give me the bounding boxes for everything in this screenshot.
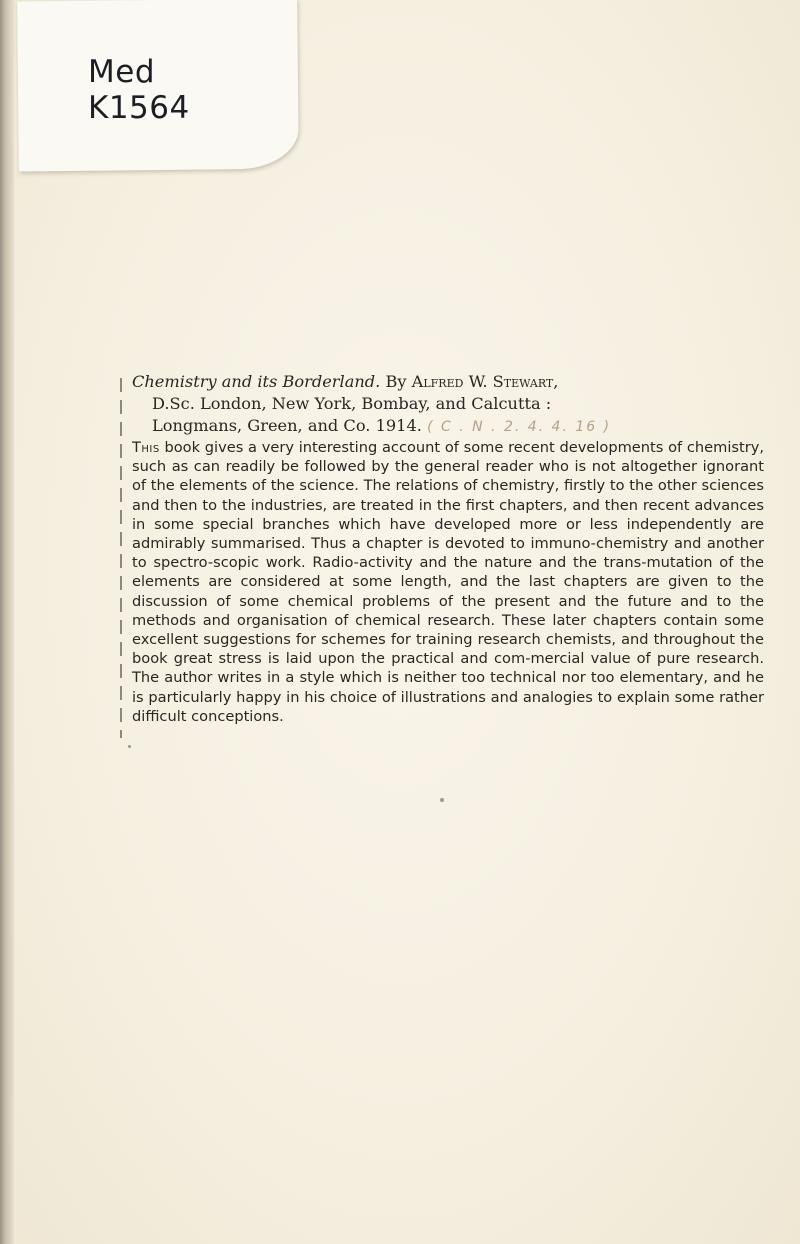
- shelfmark: [88, 54, 190, 126]
- author-degree: D.Sc.: [152, 394, 195, 413]
- book-spine-edge: [0, 0, 14, 1244]
- publisher-line: Longmans, Green, and Co. 1914.: [152, 416, 422, 435]
- book-title: Chemistry and its Borderland.: [132, 372, 381, 391]
- review-lead-word: This: [132, 439, 160, 456]
- shelfmark-line-2: K1564: [88, 90, 190, 126]
- publisher-places: London, New York, Bombay, and Calcutta :: [200, 394, 552, 413]
- book-author: Alfred W. Stewart,: [411, 372, 559, 391]
- review-body-text: book gives a very interesting account of some recent developments of chemistry, such as can readily be followed by the general reader who is not altogether ignorant of the elements of the science. The relations of chemistry, firstly to the other sciences and then to the industries, are treated in the first chapters, and then recent advances in some special branches which have developed more or less independently are admirably summarised. Thus a chapter is devoted to immuno-chemistry and another to spectro-scopic work. Radio-activity and the nature and the trans-mutation of the elements are considered at some length, and the last chapters are given to the discussion of some chemical problems of the present and the future and to the methods and organisation of chemical research. These later chapters contain some excellent suggestions for schemes for training research chemists, and throughout the book great stress is laid upon the practical and com-mercial value of pure research. The author writes in a style which is neither too technical nor too elementary, and he is particularly happy in his choice of illustrations and analogies to explain some rather difficult conceptions.: [132, 439, 765, 725]
- review-citation: [132, 371, 764, 438]
- book-review: [132, 371, 764, 726]
- paper-speck: [128, 745, 131, 748]
- paper-speck: [440, 798, 444, 802]
- pencil-annotation: ( C . N . 2. 4. 4. 16 ): [427, 419, 612, 435]
- margin-rule: [120, 378, 122, 738]
- review-body: [132, 438, 764, 726]
- citation-details: [132, 393, 764, 438]
- by-label: By: [385, 372, 407, 391]
- shelfmark-line-1: Med: [88, 54, 155, 90]
